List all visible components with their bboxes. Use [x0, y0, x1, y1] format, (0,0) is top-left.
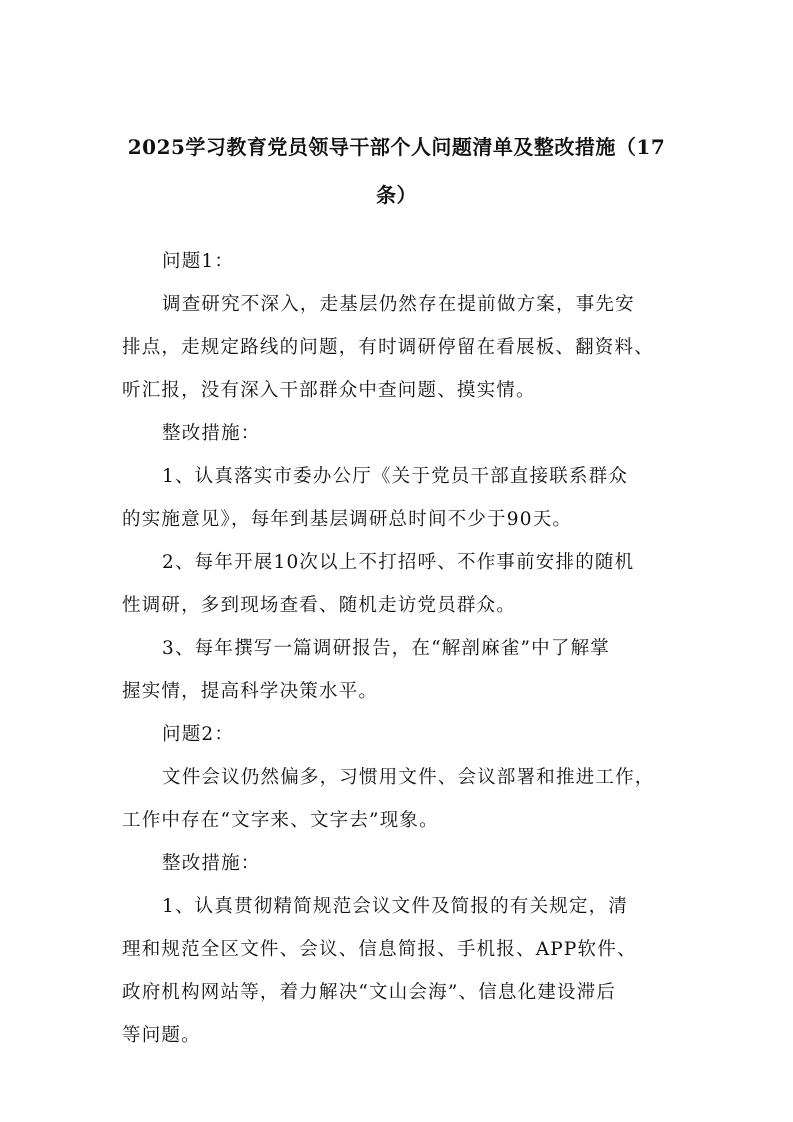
problem-2-heading: 问题2： [162, 724, 235, 745]
problem-2-line-2: 工作中存在“文字来、文字去”现象。 [122, 810, 439, 831]
problem-1-heading: 问题1： [162, 251, 235, 272]
measure-1-2-line-2: 性调研，多到现场查看、随机走访党员群众。 [122, 595, 517, 616]
problem-2-line-1: 文件会议仍然偏多，习惯用文件、会议部署和推进工作， [162, 767, 655, 788]
problem-1-line-2: 排点，走规定路线的问题，有时调研停留在看展板、翻资料、 [122, 337, 654, 358]
measure-1-1-line-1: 1、认真落实市委办公厅《关于党员干部直接联系群众 [162, 466, 629, 487]
measure-1-1-line-2: 的实施意见》，每年到基层调研总时间不少于90天。 [122, 509, 573, 530]
measure-2-1-line-2: 理和规范全区文件、会议、信息简报、手机报、APP软件、 [122, 939, 637, 960]
measure-2-1-line-3: 政府机构网站等，着力解决“文山会海”、信息化建设滞后 [122, 982, 617, 1003]
measure-1-3-line-2: 握实情，提高科学决策水平。 [122, 681, 379, 702]
measures-2-heading: 整改措施： [162, 853, 261, 874]
measure-1-3-line-1: 3、每年撰写一篇调研报告，在“解剖麻雀”中了解掌 [162, 638, 610, 659]
document-title-line-2: 条） [376, 183, 417, 207]
problem-1-line-1: 调查研究不深入，走基层仍然存在提前做方案，事先安 [162, 294, 635, 315]
measures-1-heading: 整改措施： [162, 423, 261, 444]
measure-2-1-line-4: 等问题。 [122, 1025, 201, 1046]
problem-1-line-3: 听汇报，没有深入干部群众中查问题、摸实情。 [122, 380, 536, 401]
measure-2-1-line-1: 1、认真贯彻精简规范会议文件及简报的有关规定，清 [162, 896, 629, 917]
measure-1-2-line-1: 2、每年开展10次以上不打招呼、不作事前安排的随机 [162, 552, 635, 573]
document-title-line-1: 2025学习教育党员领导干部个人问题清单及整改措施（17 [127, 135, 666, 159]
